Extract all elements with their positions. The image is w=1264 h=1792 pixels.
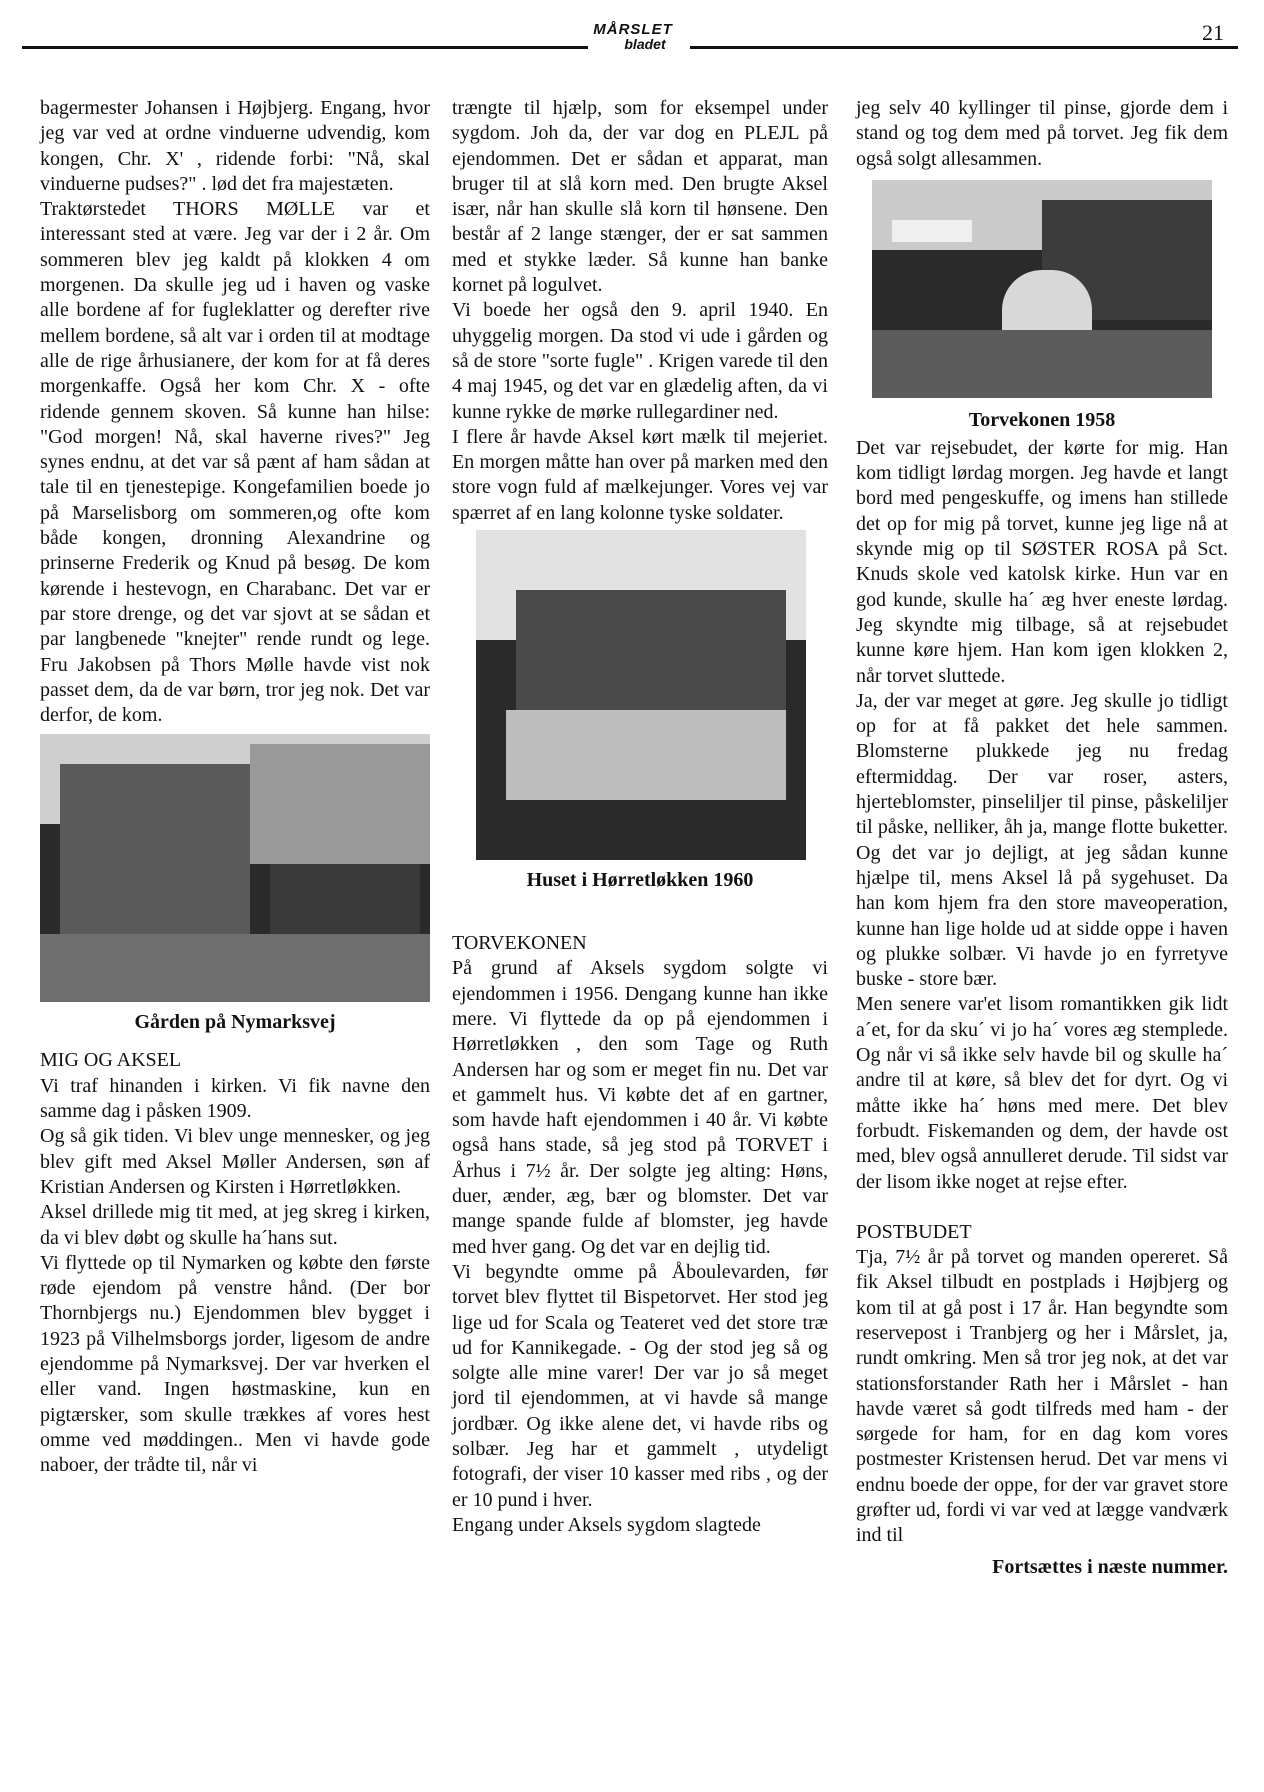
column-2: [452, 96, 828, 1538]
col2-paragraph-3: I flere år havde Aksel kørt mælk til mejeriet. En morgen måtte han over på marken med den store vogn fuld af mælkejunger. Vores vej var spærret af en lang kolonne tyske soldater.: [452, 425, 828, 524]
photo-house-horretlokken: [476, 530, 806, 860]
col1-paragraph-3: Vi traf hinanden i kirken. Vi fik navne den samme dag i påsken 1909.: [40, 1074, 430, 1123]
col1-paragraph-2: Traktørstedet THORS MØLLE var et interessant sted at være. Jeg var der i 2 år. Om sommeren blev jeg kaldt på klokken 4 om morgenen. Da skulle jeg ud i haven og vaske alle bordene af for fugleklatter og derefter rive mellem bordene, så alt var i orden til at modtage alle de rige århusianere, der kom for at få deres morgenkaffe. Også her kom Chr. X - ofte ridende gennem skoven. Så kunne han hilse: "God morgen! Nå, skal haverne rives?" Jeg synes endnu, at det var så pænt af ham sådan at tale til en tjenestepige. Kongefamilien boede jo på Marselisborg om sommeren,og ofte kom både kongen, dronning Alexandrine og prinserne Frederik og Knud på besøg. De kom kørende i hestevogn, en Charabanc. Det var er par store drenge, og det var sjovt at se sådan et par langbenede "knejter" rende rundt og lege. Fru Jakobsen på Thors Mølle havde vist nok passet dem, da de var børn, tror jeg nok. Det var derfor, de kom.: [40, 198, 430, 727]
col3-paragraph-3: Ja, der var meget at gøre. Jeg skulle jo tidligt op for at få pakket det hele sammen. Blomsterne plukkede jeg nu fredag eftermiddag. Der var roser, asters, hjerteblomster, pinseliljer til pinse, påskeliljer til påske, nelliker, åh ja, mange flotte buketter. Og det var jo dejligt, at jeg sådan kunne hjælpe til, mens Aksel lå på sygehuset. Da han kom hjem fra den store maveoperation, kunne han lige holde ud at sidde oppe i haven og plukke solbær. Vi havde jo en fyrretyve buske - store bær.: [856, 689, 1228, 991]
continued-note: Fortsættes i næste nummer.: [992, 1555, 1228, 1578]
col3-paragraph-4: Men senere var'et lisom romantikken gik lidt a´et, for da sku´ vi jo ha´ vores æg stemplede. Og når vi så ikke selv havde bil og skulle ha´ andre til at køre, så blev det for dyrt. Og vi måtte ikke ha´ høns med mere. Det blev forbudt. Fiskemanden og dem, der havde ost med, blev også annulleret derude. Til sidst var der lisom ikke noget at rejse efter.: [856, 993, 1228, 1193]
column-3: [856, 96, 1228, 1580]
photo-market-woman: [872, 180, 1212, 398]
photo-farm-nymarksvej: [40, 734, 430, 1002]
column-1: [40, 96, 430, 1478]
col2-paragraph-1: trængte til hjælp, som for eksempel under sygdom. Joh da, der var dog en PLEJL på ejendommen. Det er sådan et apparat, man bruger til at slå korn med. Den brugte Aksel især, når han skulle slå korn til hønsene. Den består af 2 lange stænger, der er sat sammen med et stykke læder. Så kunne han banke kornet på logulvet.: [452, 97, 828, 297]
col1-paragraph-6: Vi flyttede op til Nymarken og købte den første røde ejendom på venstre hånd. (Der bor Thornbjergs nu.) Ejendommen blev bygget i 1923 på Vilhelmsborgs jorder, ligesom de andre ejendomme på Nymarksvej. Der var hverken el eller vand. Ingen høstmaskine, kun en pigtærsker, som skulle trækkes af vores hest omme ved møddingen.. Men vi havde gode naboer, der trådte til, når vi: [40, 1251, 430, 1477]
col1-paragraph-1: bagermester Johansen i Højbjerg. Engang, hvor jeg var ved at ordne vinduerne udvendig, kom kongen, Chr. X' , ridende forbi: "Nå, skal vinduerne pudses?" . lød det fra majestæten.: [40, 97, 430, 195]
col1-paragraph-5: Aksel drillede mig tit med, at jeg skreg i kirken, da vi blev døbt og skulle ha´hans sut.: [40, 1201, 430, 1249]
heading-torvekonen: TORVEKONEN: [452, 932, 587, 955]
col2-paragraph-4: På grund af Aksels sygdom solgte vi ejendommen i 1956. Dengang kunne han ikke mere. Vi flyttede da op på ejendommen i Hørretløkken , den som Tage og Ruth Andersen har og som er meget fin nu. Det var et gammelt hus. Vi købte det af en gartner, som havde haft ejendommen i 40 år. Vi købte også hans stade, så jeg stod på TORVET i Århus i 7½ år. Der solgte jeg alting: Høns, duer, ænder, æg, bær og blomster. Det var mange spande fulde af blomster, jeg havde med hver gang. Og det var en dejlig tid.: [452, 957, 828, 1258]
header-rule-right: [690, 46, 1238, 49]
masthead-title: MÅRSLET: [593, 21, 673, 38]
col3-paragraph-5: Tja, 7½ år på torvet og manden opereret. Så fik Aksel tilbudt en postplads i Højbjerg og kom til at gå post i 17 år. Han begyndte som reservepost i Tranbjerg og her i Mårslet, ja, rundt omkring. Men så tror jeg nok, at det var stationsforstander Rath her i Mårslet - han havde været så godt tilfreds med ham - der sørgede for ham, for en dag kom vores postmester Kristensen herud. Det var mens vi endnu boede der oppe, for der var gravet store grøfter ud, fordi vi var ved at lægge vandværk ind til: [856, 1246, 1228, 1547]
col1-paragraph-4: Og så gik tiden. Vi blev unge mennesker, og jeg blev gift med Aksel Møller Andersen, søn af Kristian Andersen og Kirsten i Hørretløkken.: [40, 1125, 430, 1198]
photo-caption-market: Torvekonen 1958: [968, 408, 1116, 431]
page-number: 21: [1202, 20, 1224, 45]
col2-paragraph-5: Vi begyndte omme på Åboulevarden, før torvet blev flyttet til Bispetorvet. Her stod jeg lige ud for Scala og Teateret ved det store træ ud for Kannikegade. - Og der stod jeg så og solgte alle mine varer! Der var jo så meget jord til ejendommen, at vi havde så mange jordbær. Og ikke alene det, vi havde ribs og solbær. Jeg har et gammelt , utydeligt fotografi, der viser 10 kasser med ribs , og der er 10 pund i hver.: [452, 1260, 828, 1511]
heading-mig-og-aksel: MIG OG AKSEL: [40, 1049, 182, 1072]
heading-postbudet: POSTBUDET: [856, 1220, 972, 1243]
masthead-logo: [588, 22, 678, 51]
col2-paragraph-2: Vi boede her også den 9. april 1940. En uhyggelig morgen. Da stod vi ude i gården og så de store "sorte fugle" . Krigen varede til den 4 maj 1945, og det var en glædelig aften, da vi kunne rykke de mørke rullegardiner ned.: [452, 299, 828, 423]
photo-caption-house: Huset i Hørretløkken 1960: [526, 869, 754, 892]
header-rule-left: [22, 46, 588, 49]
col3-paragraph-1: jeg selv 40 kyllinger til pinse, gjorde dem i stand og tog dem med på torvet. Jeg fik dem også solgt allesammen.: [856, 97, 1228, 170]
masthead-subtitle: bladet: [624, 36, 666, 52]
col2-paragraph-6: Engang under Aksels sygdom slagtede: [452, 1513, 761, 1536]
photo-caption-farm: Gården på Nymarksvej: [134, 1011, 336, 1034]
col3-paragraph-2: Det var rejsebudet, der kørte for mig. Han kom tidligt lørdag morgen. Jeg havde et langt bord med pengeskuffe, og imens han stillede det op for mig på torvet, kunne jeg lige nå at skynde mig op til SØSTER ROSA på Sct. Knuds skole ved katolsk kirke. Hun var en god kunde, skulle ha´ æg hver eneste lørdag. Jeg skyndte mig tilbage, så at rejsebudet kunne køre hjem. Han kom igen klokken 2, når torvet sluttede.: [856, 436, 1228, 687]
